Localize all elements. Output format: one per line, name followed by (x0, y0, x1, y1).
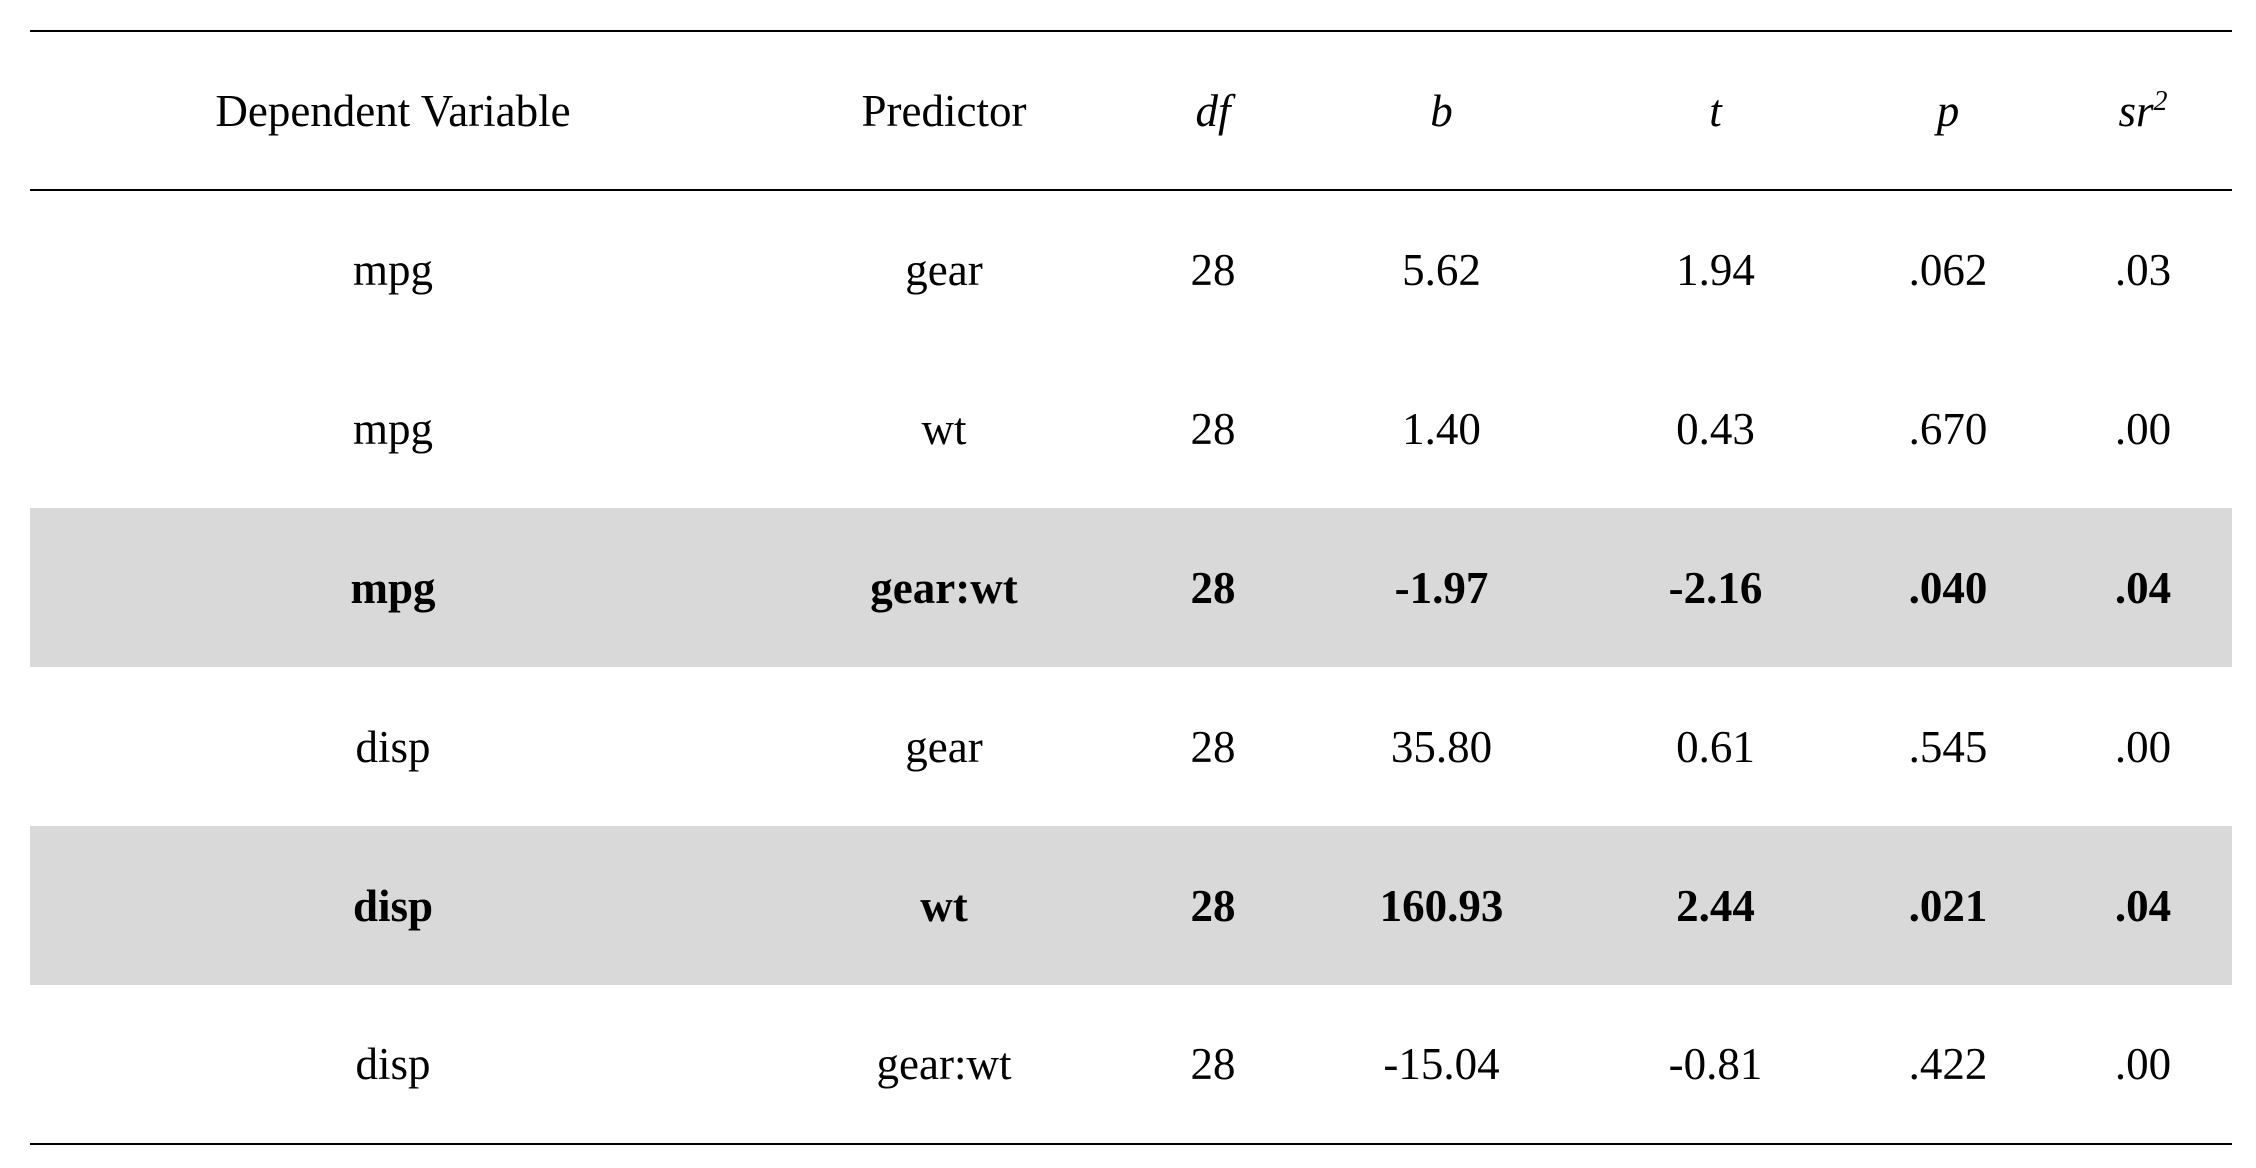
cell-df: 28 (1132, 985, 1294, 1144)
header-p: p (1842, 31, 2054, 190)
cell-sr2: .00 (2114, 403, 2172, 454)
header-sr-superscript: 2 (2153, 85, 2168, 117)
cell-b: 35.80 (1390, 721, 1493, 772)
cell-sr2: .03 (2114, 245, 2172, 295)
header-t: t (1589, 31, 1842, 190)
cell-t: 0.43 (1676, 403, 1755, 454)
cell-dependent-variable: disp (30, 826, 756, 985)
cell-predictor: gear:wt (756, 508, 1132, 667)
cell-sr2: .04 (2054, 508, 2232, 667)
cell-p: .062 (1908, 245, 1988, 295)
cell-df: 28 (1190, 721, 1236, 772)
cell-dependent-variable: mpg (30, 508, 756, 667)
cell-t: 0.61 (1676, 721, 1755, 772)
cell-sr2: .00 (2114, 721, 2172, 772)
cell-dependent-variable: mpg (352, 403, 433, 454)
cell-p: .021 (1842, 826, 2054, 985)
cell-t: -2.16 (1589, 508, 1842, 667)
table-body (30, 190, 2232, 1144)
cell-p: .545 (1908, 721, 1988, 772)
header-b: b (1294, 31, 1589, 190)
cell-predictor: gear (905, 245, 983, 295)
regression-table (30, 30, 2232, 1145)
cell-df: 28 (1190, 403, 1236, 454)
cell-predictor: gear (905, 721, 983, 772)
header-sr-base: sr (2118, 85, 2154, 136)
cell-b: -15.04 (1294, 985, 1589, 1144)
cell-b: 1.40 (1402, 403, 1481, 454)
cell-dependent-variable: disp (355, 721, 431, 772)
cell-sr2: .04 (2054, 826, 2232, 985)
table-row-highlighted (30, 826, 2232, 985)
table-row (30, 667, 2232, 826)
cell-t: 2.44 (1589, 826, 1842, 985)
cell-df: 28 (1132, 508, 1294, 667)
cell-dependent-variable: disp (30, 985, 756, 1144)
table-row (30, 190, 2232, 349)
header-dependent-variable: Dependent Variable (30, 31, 756, 190)
table-row (30, 985, 2232, 1144)
cell-t: 1.94 (1676, 245, 1755, 295)
cell-predictor: wt (756, 826, 1132, 985)
cell-b: 5.62 (1402, 245, 1481, 295)
cell-predictor: gear:wt (756, 985, 1132, 1144)
table-row-highlighted (30, 508, 2232, 667)
cell-p: .670 (1908, 403, 1988, 454)
header-df: df (1132, 31, 1294, 190)
cell-b: -1.97 (1294, 508, 1589, 667)
cell-df: 28 (1190, 245, 1236, 295)
header-sr2 (2054, 31, 2232, 190)
cell-p: .422 (1842, 985, 2054, 1144)
cell-dependent-variable: mpg (352, 245, 433, 295)
cell-predictor: wt (921, 403, 967, 454)
cell-t: -0.81 (1589, 985, 1842, 1144)
cell-sr2: .00 (2054, 985, 2232, 1144)
header-row (30, 31, 2232, 190)
cell-p: .040 (1842, 508, 2054, 667)
cell-df: 28 (1132, 826, 1294, 985)
regression-table-container (30, 30, 2232, 1145)
table-header (30, 31, 2232, 190)
table-row (30, 349, 2232, 508)
header-predictor: Predictor (756, 31, 1132, 190)
cell-b: 160.93 (1294, 826, 1589, 985)
